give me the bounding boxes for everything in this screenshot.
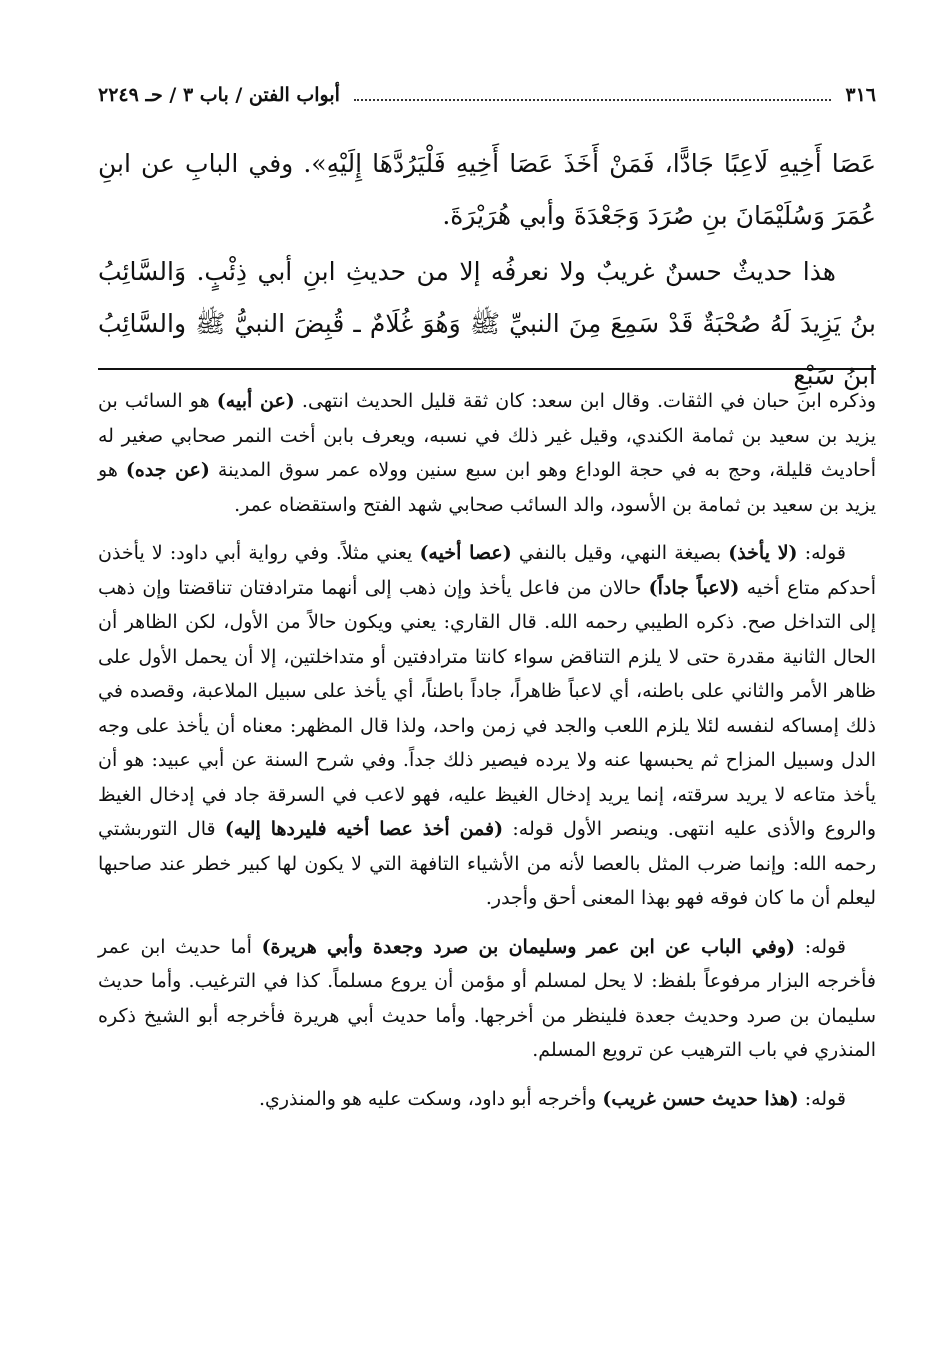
commentary-text: هو يزيد بن سعيد بن ثمامة بن الأسود، والد السائب صحابي شهد الفتح واستقضاه عمر. xyxy=(98,459,876,516)
running-title: أبواب الفتن / باب ٣ / حـ ٢٢٤٩ xyxy=(98,84,340,106)
commentary-text: وأخرجه أبو داود، وسكت عليه هو والمنذري. xyxy=(258,1087,603,1110)
quoted-lemma: (عن جده) xyxy=(125,459,210,481)
commentary-text: أما حديث ابن عمر فأخرجه البزار مرفوعاً بلفظ: لا يحل لمسلم أو مؤمن أن يروع مسلماً. كذا في الترغيب. وأما حديث سليمان بن صرد وحديث جعدة فلينظر من أخرجها. وأما حديث أبي هريرة فأخرجه أبو الشيخ ذكره المنذري في باب الترهيب عن ترويع المسلم. xyxy=(98,935,876,1061)
footnote-separator-line xyxy=(98,368,876,370)
tirmidhi-comment-paragraph: هذا حديثٌ حسنٌ غريبٌ ولا نعرفُه إلا من حديثِ ابنِ أبي ذِئْبٍ. وَالسَّائِبُ بنُ يَزِيدَ لَهُ صُحْبَةٌ قَدْ سَمِعَ مِنَ النبيِّ ﷺ وَهُوَ غُلَامٌ ـ قُبِضَ النبيُّ ﷺ والسَّائِبُ ابنُ سَبْعِ xyxy=(98,257,876,390)
commentary-paragraph xyxy=(98,1082,876,1117)
quoted-lemma: (فمن أخذ عصا أخيه فليردها إليه) xyxy=(224,818,504,840)
running-header xyxy=(98,84,876,118)
quoted-lemma: (هذا حديث حسن غريب) xyxy=(602,1087,799,1110)
commentary-text: قوله: xyxy=(797,542,846,564)
commentary-text: قال التوربشتي رحمه الله: وإنما ضرب المثل بالعصا لأنه من الأشياء التافهة التي لا يكون لها كبير خطر عند صاحبها ليعلم أن ما كان فوقه فهو بهذا المعنى أحق وأجدر. xyxy=(98,818,876,909)
quoted-lemma: (لا يأخذ) xyxy=(728,542,798,564)
header-dot-leader xyxy=(354,89,831,101)
commentary-text: وذكره ابن حبان في الثقات. وقال ابن سعد: كان ثقة قليل الحديث انتهى. xyxy=(294,390,876,412)
commentary-section xyxy=(98,384,876,1116)
commentary-paragraph xyxy=(98,536,876,916)
commentary-paragraph xyxy=(98,384,876,522)
quoted-lemma: (عن أبيه) xyxy=(216,390,295,412)
commentary-text: هو السائب بن يزيد بن سعيد بن ثمامة الكندي، وقيل غير ذلك في نسبه، ويعرف بابن أخت النمر صحابي صغير له أحاديث قليلة، وحج به في حجة الوداع وهو ابن سبع سنين وولاه عمر سوق المدينة xyxy=(98,390,876,481)
quoted-lemma: (عصا أخيه) xyxy=(419,542,512,564)
commentary-text: حالان من فاعل يأخذ وإن ذهب إلى أنهما مترادفتان تناقضتا وإن ذهب إلى التداخل صح. ذكره الطيبي رحمه الله. قال القاري: يعني ويكون حالاً من الأول، لكن الظاهر أن الحال الثانية مقدرة حتى لا يلزم التناقض سواء كانتا مترادفتين أو متداخلتين، إلا أن يحمل الأول على ظاهر الأمر والثاني على باطنه، أي لاعباً ظاهراً، جاداً باطناً، أي يأخذ على سبيل الملاعبة، وقصده في ذلك إمساكه لنفسه لئلا يلزم اللعب والجد في زمن واحد، ولذا قال المظهر: معناه أن يأخذ على وجه الدل وسبيل المزاح ثم يحبسها عنه ولا يرده فيصير ذلك جداً. وفي شرح السنة عن أبي عبيد: هو أن يأخذ متاعه لا يريد سرقته، إنما يريد إدخال الغيظ عليه، فهو لاعب في السرقة جاد في إدخال الغيظ والروع والأذى عليه انتهى. وينصر الأول قوله: xyxy=(98,576,876,840)
quoted-lemma: (وفي الباب عن ابن عمر وسليمان بن صرد وجعدة وأبي هريرة) xyxy=(261,935,796,958)
commentary-text: بصيغة النهي، وقيل بالنفي xyxy=(511,542,729,564)
commentary-paragraph xyxy=(98,930,876,1068)
hadith-text xyxy=(98,138,876,402)
commentary-text: قوله: xyxy=(798,1087,846,1110)
quoted-lemma: (لاعباً جاداً) xyxy=(648,576,740,599)
commentary-text: يعني مثلاً. وفي رواية أبي داود: لا يأخذن أحدكم متاع أخيه xyxy=(98,542,876,599)
hadith-paragraph: عَصَا أَخِيهِ لَاعِبًا جَادًّا، فَمَنْ أَخَذَ عَصَا أَخِيهِ فَلْيَرُدَّهَا إِلَيْهِ». وفي البابِ عن ابنِ عُمَرَ وَسُلَيْمَانَ بنِ صُرَدَ وَجَعْدَةَ وأبي هُرَيْرَةَ. xyxy=(98,149,876,230)
commentary-text: قوله: xyxy=(795,935,846,958)
page-number: ٣١٦ xyxy=(845,84,876,106)
